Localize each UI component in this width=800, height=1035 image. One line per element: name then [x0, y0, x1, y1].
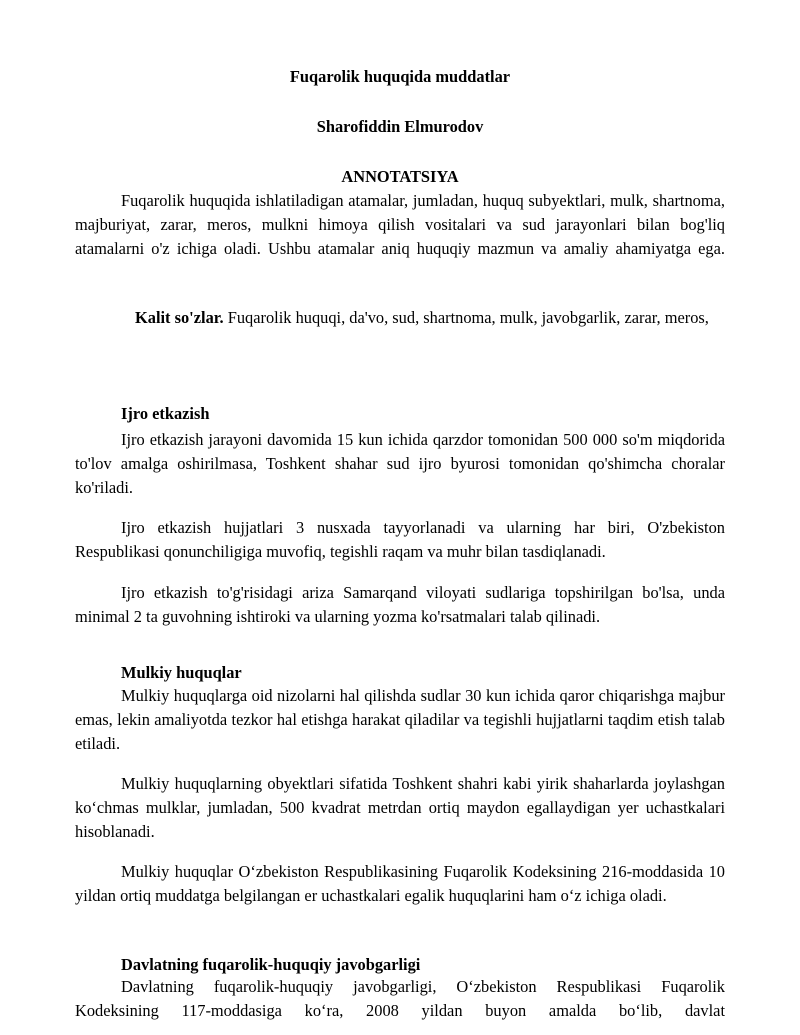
section-paragraph: Ijro etkazish hujjatlari 3 nusxada tayyorlanadi va ularning har biri, O'zbekiston Respublikasi qonunchiligiga muvofiq, tegishli raqam va muhr bilan tasdiqlanadi. [75, 518, 725, 561]
section-paragraph: Mulkiy huquqlarning obyektlari sifatida Toshkent shahri kabi yirik shaharlarda joylashgan ko‘chmas mulklar, jumladan, 500 kvadrat metrdan ortiq maydon egallaydigan yer uchastkalari hisoblanadi. [75, 774, 725, 841]
keywords-paragraph [75, 306, 725, 330]
document-author: Sharofiddin Elmurodov [316, 117, 484, 136]
section-paragraph: Davlatning fuqarolik-huquqiy javobgarligi, O‘zbekiston Respublikasi Fuqarolik Kodeksining 117-moddasiga ko‘ra, 2008 yildan buyon amalda bo‘lib, davlat [75, 977, 725, 1020]
abstract-paragraph: Fuqarolik huquqida ishlatiladigan atamalar, jumladan, huquq subyektlari, mulk, shartnoma, majburiyat, zarar, meros, mulkni himoya qilish vositalari va sud jarayonlari bilan bog'liq atamalarni o'z ichiga oladi. Ushbu atamalar aniq huquqiy mazmun va amaliy ahamiyatga ega. [75, 191, 725, 258]
section-paragraph: Mulkiy huquqlar O‘zbekiston Respublikasining Fuqarolik Kodeksining 216-moddasida 10 yildan ortiq muddatga belgilangan er uchastkalari egalik huquqlarini ham o‘z ichiga oladi. [75, 862, 725, 905]
document-title: Fuqarolik huquqida muddatlar [289, 67, 511, 86]
abstract-heading: ANNOTATSIYA [341, 167, 459, 186]
section-heading: Davlatning fuqarolik-huquqiy javobgarligi [121, 955, 421, 974]
section-paragraph: Ijro etkazish to'g'risidagi ariza Samarqand viloyati sudlariga topshirilgan bo'lsa, unda minimal 2 ta guvohning ishtiroki va ularning yozma ko'rsatmalari talab qilinadi. [75, 583, 725, 626]
keywords-text: Fuqarolik huquqi, da'vo, sud, shartnoma, mulk, javobgarlik, zarar, meros, [223, 308, 709, 327]
keywords-label: Kalit so'zlar. [135, 308, 224, 327]
section-heading: Mulkiy huquqlar [121, 663, 242, 682]
section-paragraph: Ijro etkazish jarayoni davomida 15 kun ichida qarzdor tomonidan 500 000 so'm miqdorida to'lov amalga oshirilmasa, Toshkent shahar sud ijro byurosi tomonidan qo'shimcha choralar ko'riladi. [75, 430, 725, 497]
section-paragraph: Mulkiy huquqlarga oid nizolarni hal qilishda sudlar 30 kun ichida qaror chiqarishga majbur emas, lekin amaliyotda tezkor hal etishga harakat qiladilar va tegishli hujjatlarni taqdim etish talab etiladi. [75, 686, 725, 753]
section-heading: Ijro etkazish [121, 404, 210, 423]
